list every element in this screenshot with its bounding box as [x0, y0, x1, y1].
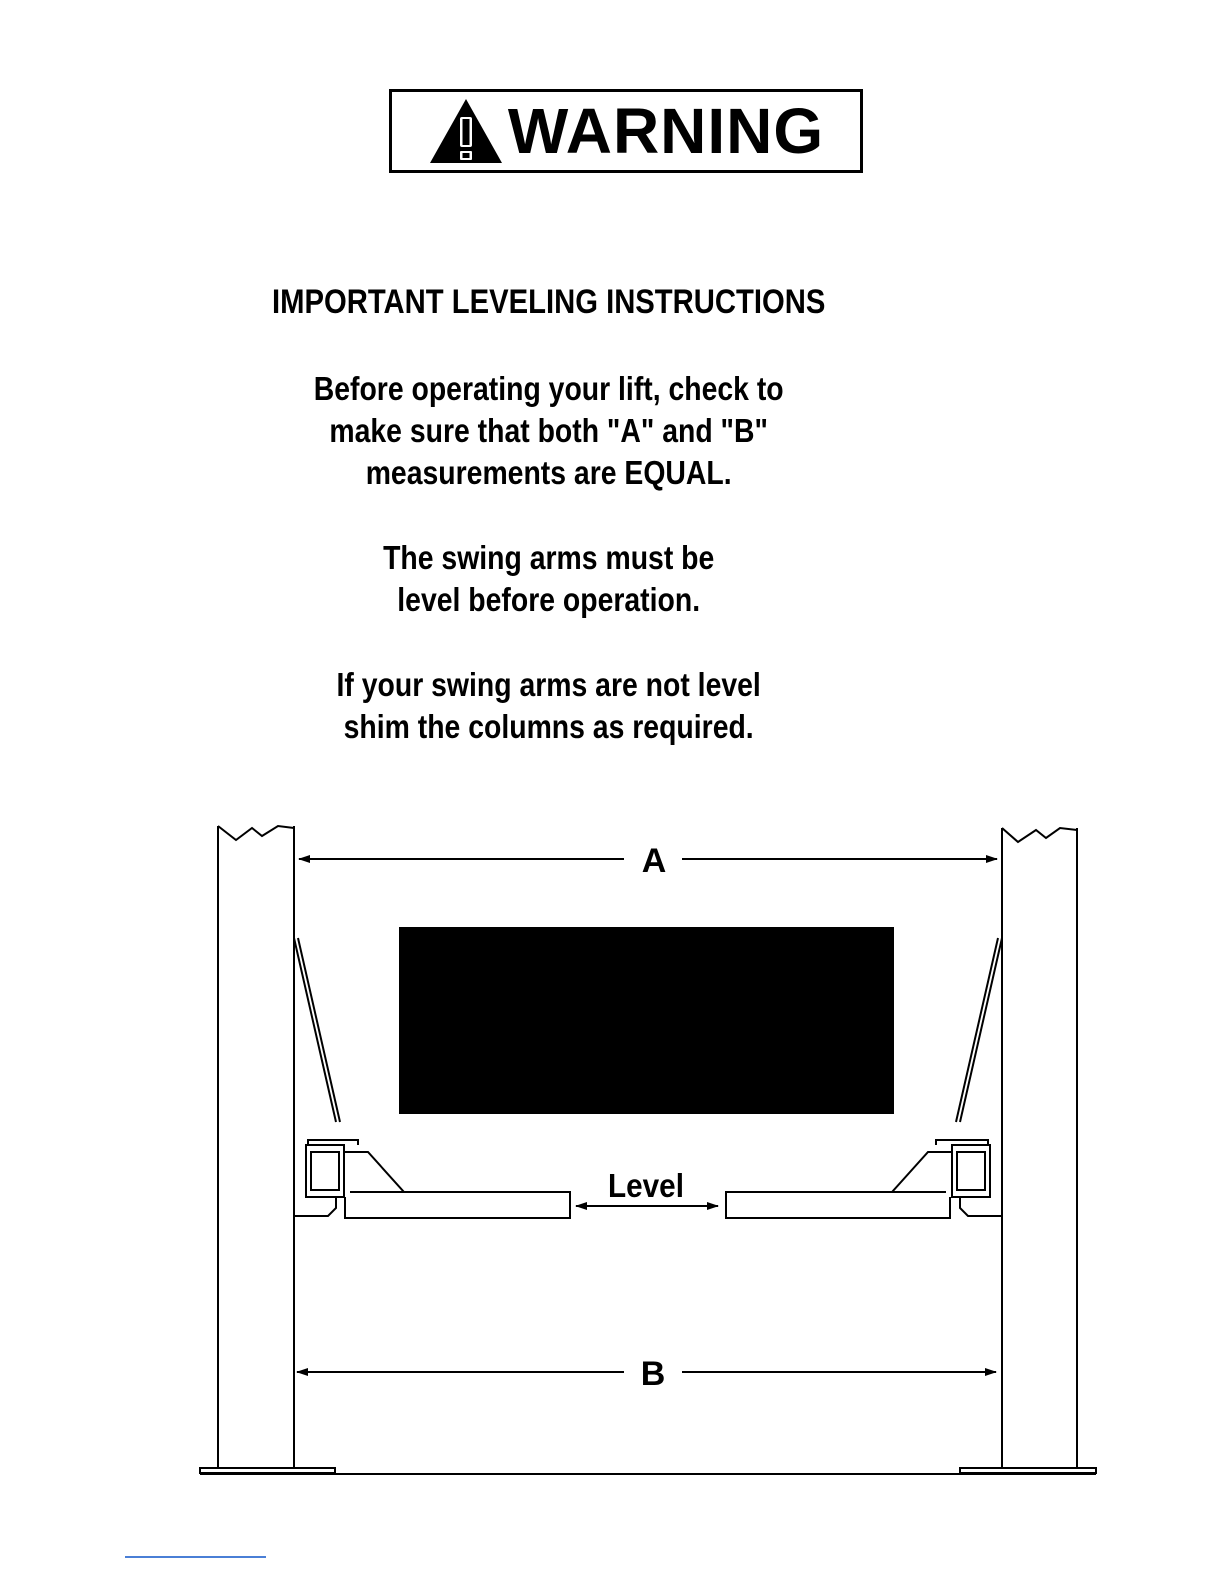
- instruction-line: shim the columns as required.: [343, 708, 754, 745]
- instruction-line: The swing arms must be: [383, 539, 715, 576]
- dimension-a: [299, 842, 997, 880]
- instruction-line: Before operating your lift, check to: [313, 370, 784, 407]
- instruction-line: level before operation.: [397, 581, 701, 618]
- instruction-line: If your swing arms are not level: [336, 666, 761, 703]
- instruction-line: make sure that both "A" and "B": [329, 412, 768, 449]
- dimension-a-label: A: [641, 842, 667, 880]
- dimension-b: [297, 1355, 996, 1393]
- level-label: Level: [608, 1167, 684, 1205]
- dimension-b-label: B: [640, 1355, 666, 1393]
- instructions-heading: IMPORTANT LEVELING INSTRUCTIONS: [271, 283, 826, 321]
- instruction-line: measurements are EQUAL.: [365, 454, 732, 491]
- warning-title: WARNING: [507, 95, 825, 167]
- footer-rule: [125, 1556, 266, 1558]
- vehicle-block: [399, 927, 894, 1114]
- level-indicator: [576, 1168, 718, 1206]
